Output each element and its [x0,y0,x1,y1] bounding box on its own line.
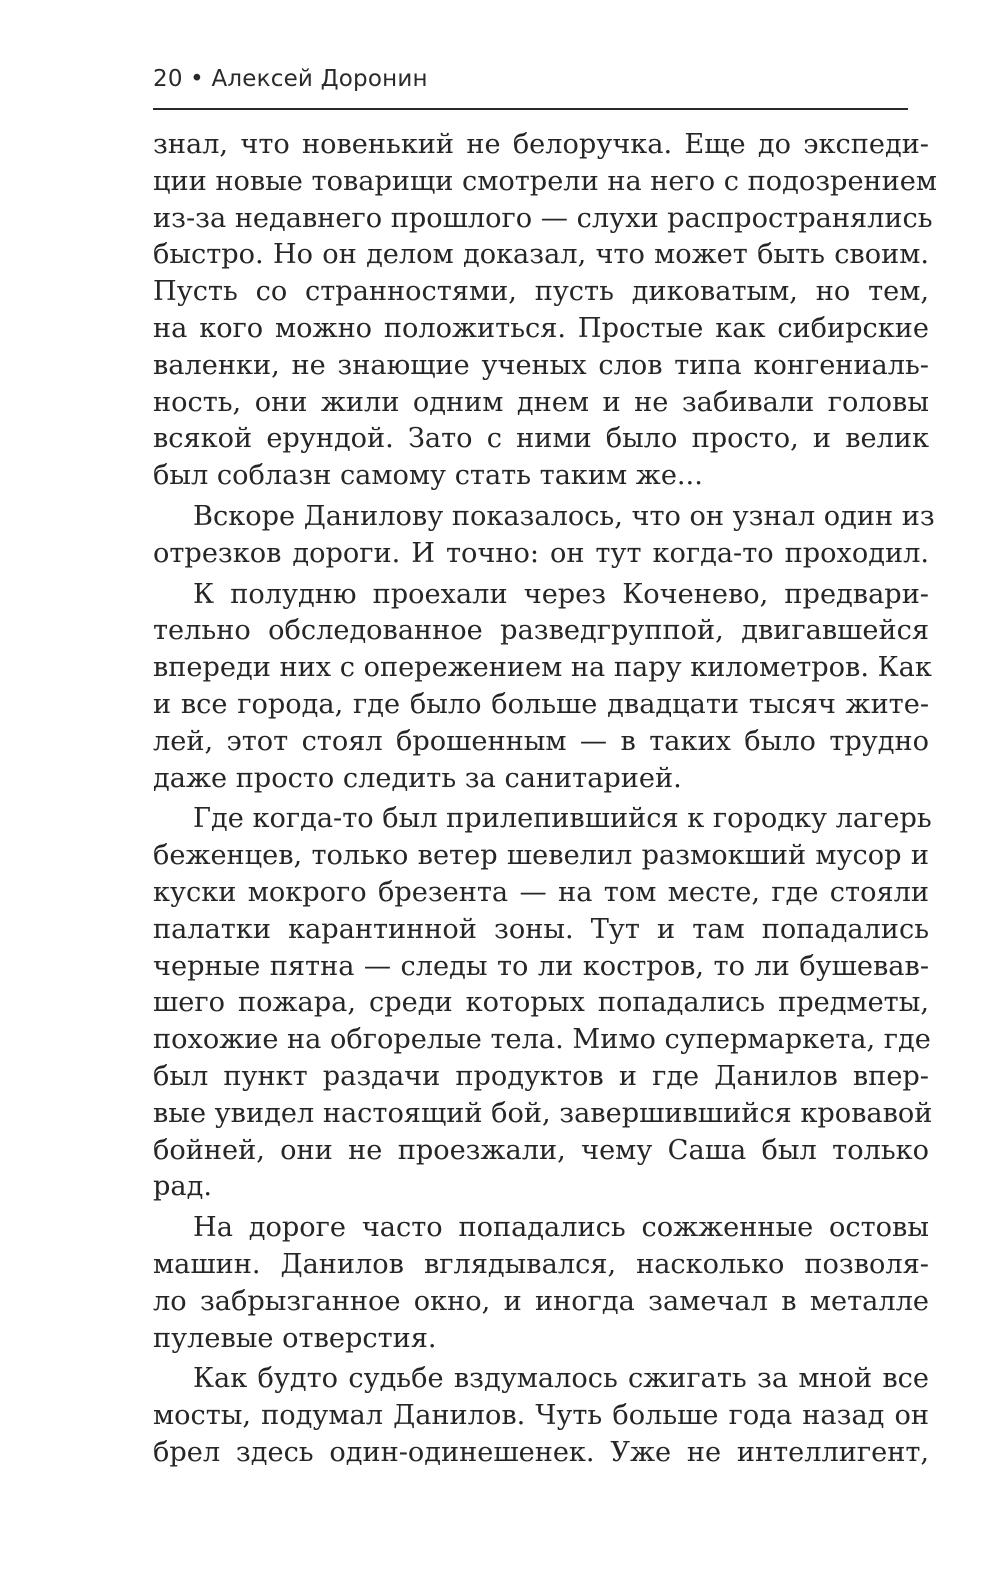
text-line: быстро. Но он делом доказал, что может быть своим. [153,239,929,271]
text-line: рад. [153,1171,212,1203]
text-line: шего пожара, среди которых попадались предметы, [153,987,929,1019]
text-line: машин. Данилов вглядывался, насколько позволя- [153,1248,929,1280]
text-line: Пусть со странностями, пусть диковатым, но тем, [153,276,929,308]
text-line: палатки карантинной зоны. Тут и там попадались [153,913,929,945]
text-line: Вскоре Данилову показалось, что он узнал один из [193,500,935,532]
body-text [153,127,938,1476]
text-line: похожие на обгорелые тела. Мимо супермаркета, где [153,1024,931,1056]
text-line: валенки, не знающие ученых слов типа конгениаль- [153,349,929,381]
text-line: был пункт раздачи продуктов и где Данилов впер- [153,1060,929,1092]
text-line: был соблазн самому стать таким же... [153,460,703,492]
text-line: К полудню проехали через Коченево, предвари- [193,578,929,610]
paragraph-2 [153,499,935,573]
text-line: черные пятна — следы то ли костров, то ли бушевав- [153,950,929,982]
text-line: на кого можно положиться. Простые как сибирские [153,312,929,344]
paragraph-3 [153,577,932,798]
text-line: и все города, где было больше двадцати тысяч жите- [153,688,929,720]
text-line: даже просто следить за санитарией. [153,762,682,794]
text-line: Где когда-то был прилепившийся к городку лагерь [193,803,932,835]
text-line: всякой ерундой. Зато с ними было просто, и велик [153,423,929,455]
header-rule [153,108,908,110]
text-line: лей, этот стоял брошенным — в таких было трудно [153,725,929,757]
text-line: брел здесь один-одинешенек. Уже не интеллигент, [153,1436,929,1468]
text-line: бойней, они не проезжали, чему Саша был только [153,1134,929,1166]
text-line: пулевые отверстия. [153,1322,437,1354]
text-line: Как будто судьбе вздумалось сжигать за мной все [193,1363,929,1395]
text-line: мосты, подумал Данилов. Чуть больше года назад он [153,1400,929,1432]
text-line: из-за недавнего прошлого — слухи распространялись [153,202,933,234]
text-line: куски мокрого брезента — на том месте, где стояли [153,876,929,908]
paragraph-1 [153,127,938,495]
text-line: вые увидел настоящий бой, завершившийся кровавой [153,1097,933,1129]
paragraph-5 [153,1210,929,1357]
text-line: впереди них с опережением на пару километров. Как [153,652,932,684]
text-line: ции новые товарищи смотрели на него с подозрением [153,165,938,197]
text-line: знал, что новенький не белоручка. Еще до экспеди- [153,129,929,160]
running-head: 20 • Алексей Доронин [153,66,428,92]
text-line: тельно обследованное разведгруппой, двигавшейся [153,615,929,647]
text-line: На дороге часто попадались сожженные остовы [193,1212,929,1244]
text-line: ность, они жили одним днем и не забивали головы [153,386,929,418]
text-line: отрезков дороги. И точно: он тут когда-то проходил. [153,537,929,569]
text-line: беженцев, только ветер шевелил размокший мусор и [153,840,929,872]
text-line: ло забрызганное окно, и иногда замечал в металле [153,1285,929,1317]
paragraph-6 [153,1361,929,1471]
paragraph-4 [153,801,933,1206]
